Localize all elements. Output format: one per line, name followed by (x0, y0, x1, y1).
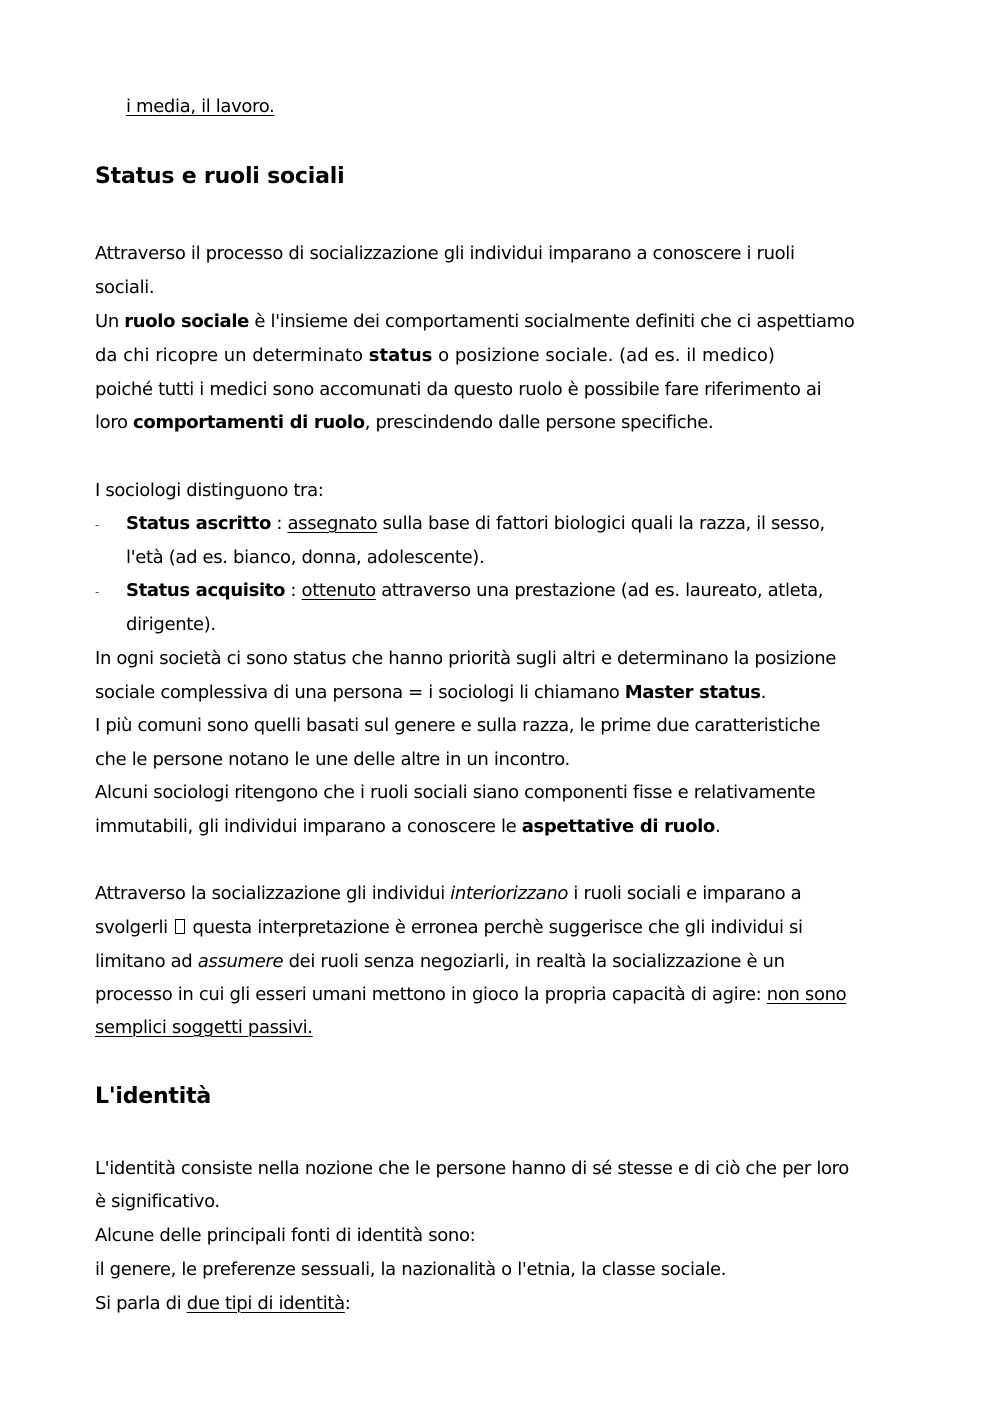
paragraph-line (95, 310, 854, 334)
bold-term: Status ascritto (126, 513, 272, 534)
bullet-marker: - (95, 518, 100, 532)
paragraph-line (95, 950, 785, 974)
bullet-marker: - (95, 585, 100, 599)
paragraph-line: In ogni società ci sono status che hanno priorità sugli altri e determinano la posizione (95, 648, 836, 669)
text-run: Un (95, 311, 125, 332)
paragraph-line: I più comuni sono quelli basati sul genere e sulla razza, le prime due caratteristiche (95, 715, 821, 736)
text-run: limitano ad (95, 951, 198, 972)
bullet-item-continuation: dirigente). (126, 614, 216, 635)
bullet-item-continuation: l'età (ad es. bianco, donna, adolescente). (126, 547, 485, 568)
text-run: : (271, 513, 288, 534)
text-run: . (760, 682, 766, 703)
text-run: : (285, 580, 302, 601)
text-run: attraverso una prestazione (ad es. laureato, atleta, (375, 580, 824, 601)
bold-term: comportamenti di ruolo (133, 412, 365, 433)
missing-glyph-icon (175, 919, 185, 934)
underlined-text: i media, il lavoro. (126, 96, 275, 117)
section-heading-status: Status e ruoli sociali (95, 164, 345, 189)
text-run: dei ruoli senza negoziarli, in realtà la socializzazione è un (283, 951, 785, 972)
text-run: Attraverso la socializzazione gli individui (95, 883, 451, 904)
bold-term: status (368, 345, 433, 366)
paragraph-line: Alcune delle principali fonti di identità sono: (95, 1225, 476, 1246)
paragraph-line: Attraverso il processo di socializzazione gli individui imparano a conoscere i ruoli (95, 243, 795, 264)
paragraph-line: il genere, le preferenze sessuali, la nazionalità o l'etnia, la classe sociale. (95, 1259, 727, 1280)
paragraph-line: Alcuni sociologi ritengono che i ruoli sociali siano componenti fisse e relativamente (95, 782, 816, 803)
underlined-term: ottenuto (301, 580, 376, 601)
paragraph-line: sociali. (95, 277, 155, 298)
paragraph-line (95, 882, 801, 906)
text-run: da chi ricopre un determinato (95, 345, 369, 366)
bullet-item (126, 579, 823, 603)
text-run: , prescindendo dalle persone specifiche. (364, 412, 714, 433)
paragraph-line (95, 916, 803, 940)
bold-term: ruolo sociale (124, 311, 250, 332)
text-run: loro (95, 412, 134, 433)
text-run: svolgerli (95, 917, 174, 938)
text-run: questa interpretazione è erronea perchè suggerisce che gli individui si (187, 917, 803, 938)
underlined-term: assegnato (287, 513, 378, 534)
italic-term: assumere (197, 951, 284, 972)
paragraph-line (95, 1016, 313, 1040)
text-run: : (344, 1293, 351, 1314)
paragraph-line (95, 815, 720, 839)
paragraph-line (95, 411, 713, 435)
paragraph-line (95, 681, 766, 705)
text-run: Si parla di (95, 1293, 187, 1314)
bold-term: Status acquisito (126, 580, 286, 601)
text-run: o posizione sociale. (ad es. il medico) (432, 345, 775, 366)
paragraph-line (95, 344, 883, 368)
text-run: . (714, 816, 721, 837)
text-group (95, 344, 775, 368)
continued-line (126, 95, 274, 119)
paragraph-line: L'identità consiste nella nozione che le persone hanno di sé stesse e di ciò che per loro (95, 1158, 849, 1179)
text-run: sulla base di fattori biologici quali la razza, il sesso, (377, 513, 825, 534)
text-run: immutabili, gli individui imparano a conoscere le (95, 816, 522, 837)
text-run: è l'insieme dei comportamenti socialmente definiti che ci aspettiamo (249, 311, 855, 332)
underlined-text: semplici soggetti passivi. (95, 1017, 313, 1038)
text-run: processo in cui gli esseri umani mettono in gioco la propria capacità di agire: (95, 984, 767, 1005)
paragraph-line: I sociologi distinguono tra: (95, 480, 324, 501)
underlined-text: non sono (766, 984, 847, 1005)
paragraph-line: poiché tutti i medici sono accomunati da questo ruolo è possibile fare riferimento ai (95, 379, 822, 400)
bold-term: Master status (624, 682, 761, 703)
bullet-item (126, 512, 825, 536)
text-run: sociale complessiva di una persona = i sociologi li chiamano (95, 682, 625, 703)
italic-term: interiorizzano (450, 883, 569, 904)
paragraph-line: che le persone notano le une delle altre in un incontro. (95, 749, 570, 770)
paragraph-line (95, 1292, 350, 1316)
paragraph-line (95, 983, 846, 1007)
underlined-text: due tipi di identità (186, 1293, 345, 1314)
paragraph-line: è significativo. (95, 1191, 220, 1212)
bold-term: aspettative di ruolo (521, 816, 715, 837)
text-run: i ruoli sociali e imparano a (568, 883, 802, 904)
section-heading-identita: L'identità (95, 1084, 212, 1109)
